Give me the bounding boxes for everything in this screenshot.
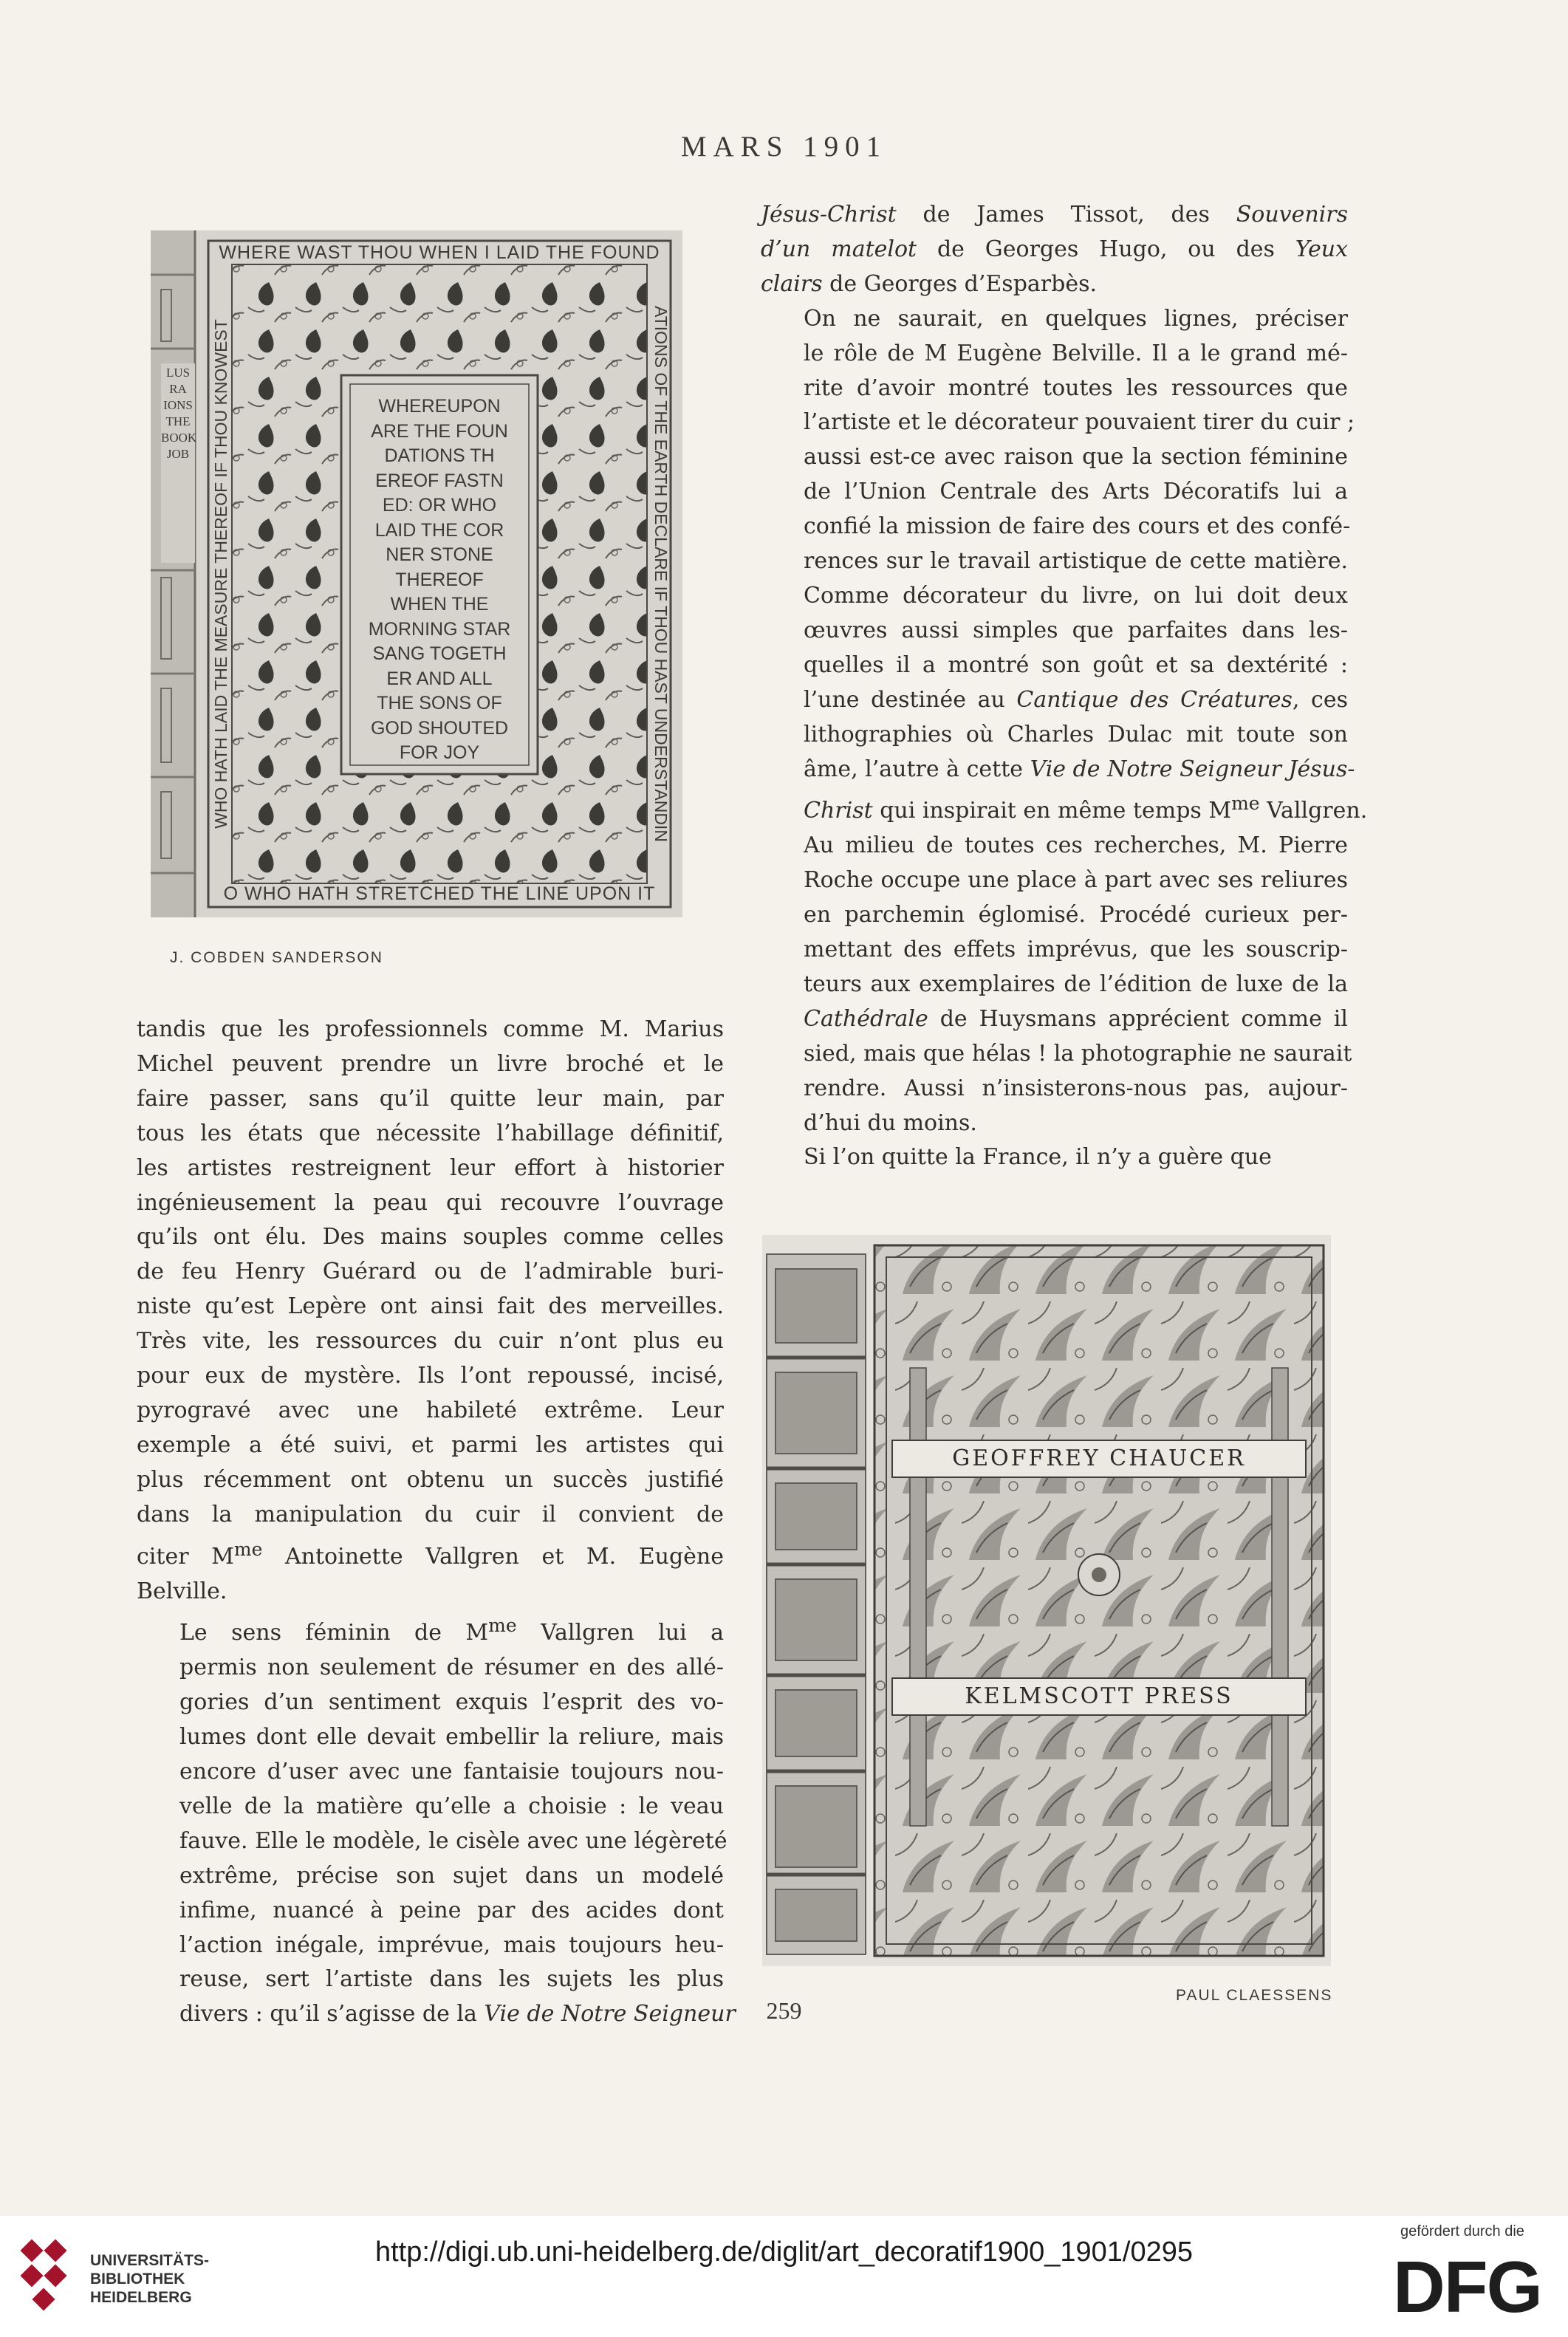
panel-line: THE SONS OF xyxy=(377,693,502,714)
figure-cobden-binding xyxy=(151,230,682,917)
panel-line: SANG TOGETH xyxy=(372,643,507,664)
text-line: On ne saurait, en quelques lignes, préciser xyxy=(804,305,1348,332)
paragraph xyxy=(137,1013,724,1609)
text-line: ingénieusement la peau qui recouvre l’ouvrage xyxy=(137,1189,724,1216)
text-line: qu’ils ont élu. Des mains souples comme celles xyxy=(137,1224,724,1250)
library-line: BIBLIOTHEK xyxy=(90,2271,185,2288)
text-line: divers : qu’il s’agisse de la Vie de Notre Seigneur xyxy=(179,2001,736,2028)
text-line: Michel peuvent prendre un livre broché et le xyxy=(137,1050,724,1077)
text-line: lumes dont elle devait embellir la reliure, mais xyxy=(179,1724,724,1751)
text-line: pyrogravé avec une habileté extrême. Leur xyxy=(137,1397,724,1423)
text-line: les artistes restreignent leur effort à historier xyxy=(137,1154,724,1181)
text-line: Roche occupe une place à part avec ses reliures xyxy=(804,867,1348,894)
library-line: UNIVERSITÄTS- xyxy=(90,2252,210,2269)
paragraph xyxy=(761,1140,1348,1175)
cover-title-press: KELMSCOTT PRESS xyxy=(965,1683,1233,1709)
text-line: confié la mission de faire des cours et des confé- xyxy=(804,513,1351,540)
text-line: de l’Union Centrale des Arts Décoratifs lui a xyxy=(804,479,1348,505)
text-line: sied, mais que hélas ! la photographie ne saurait xyxy=(804,1040,1352,1067)
spine-line: IONS xyxy=(163,398,193,412)
panel-line: GOD SHOUTED xyxy=(370,717,509,739)
cover-title-author: GEOFFREY CHAUCER xyxy=(952,1445,1246,1471)
text-line: fauve. Elle le modèle, le cisèle avec une légèreté xyxy=(179,1827,727,1854)
text-line: infime, nuancé à peine par des acides dont xyxy=(179,1897,724,1923)
text-line: velle de la matière qu’elle a choisie : le veau xyxy=(179,1793,724,1819)
text-line: l’artiste et le décorateur pouvaient tirer du cuir ; xyxy=(804,409,1355,436)
figure-claessens-binding xyxy=(762,1235,1331,1966)
right-column-text xyxy=(761,198,1368,1175)
text-line: Très vite, les ressources du cuir n’ont plus eu xyxy=(137,1328,724,1355)
panel-line: ER AND ALL xyxy=(386,668,493,689)
spine-label xyxy=(161,365,195,462)
panel-line: THEREOF xyxy=(395,569,484,590)
panel-line: WHEREUPON xyxy=(378,396,501,417)
border-inscription-right: ATIONS OF THE EARTH DECLARE IF THOU HAST UNDERSTANDIN xyxy=(651,306,671,842)
permalink-url[interactable]: http://digi.ub.uni-heidelberg.de/diglit/art_decoratif1900_1901/0295 xyxy=(374,2237,1194,2268)
text-line: Belville. xyxy=(137,1578,227,1604)
text-line: Christ qui inspirait en même temps $M^{me}$ Vallgren. xyxy=(804,793,1368,824)
text-line: en parchemin églomisé. Procédé curieux per- xyxy=(804,902,1348,928)
text-line: gories d’un sentiment exquis l’esprit des vo- xyxy=(179,1689,724,1716)
text-line: niste qu’est Lepère ont ainsi fait des merveilles. xyxy=(137,1293,724,1320)
text-line: pour eux de mystère. Ils l’ont repoussé, incisé, xyxy=(137,1363,724,1389)
text-line: exemple a été suivi, et parmi les artistes qui xyxy=(137,1431,724,1458)
panel-line: MORNING STAR xyxy=(368,618,511,640)
text-line: tous les états que nécessite l’habillage définitif, xyxy=(137,1120,724,1146)
text-line: aussi est-ce avec raison que la section féminine xyxy=(804,444,1348,471)
panel-line: DATIONS TH xyxy=(384,445,495,466)
text-line: mettant des effets imprévus, que les souscrip- xyxy=(804,937,1348,963)
paragraph xyxy=(137,1609,736,2032)
text-line: rences sur le travail artistique de cette matière. xyxy=(804,548,1348,575)
text-line: âme, l’autre à cette Vie de Notre Seigneur Jésus- xyxy=(804,756,1355,782)
funding-label: gefördert durch die xyxy=(1400,2223,1524,2240)
border-inscription-left: WHO HATH LAID THE MEASURE THEREOF IF THOU KNOWEST xyxy=(211,319,230,829)
left-column-text xyxy=(137,1013,736,2032)
text-line: quelles il a montré son goût et sa dextérité : xyxy=(804,651,1348,678)
panel-line: ARE THE FOUN xyxy=(371,420,508,442)
text-line: faire passer, sans qu’il quitte leur main, par xyxy=(137,1085,724,1112)
text-line: œuvres aussi simples que parfaites dans les- xyxy=(804,617,1348,643)
library-line: HEIDELBERG xyxy=(90,2289,192,2306)
text-line: Au milieu de toutes ces recherches, M. Pierre xyxy=(804,832,1348,859)
text-line: encore d’user avec une fantaisie toujours nou- xyxy=(179,1759,724,1785)
text-line: Le sens féminin de $M^{me}$ Vallgren lui a xyxy=(179,1615,724,1646)
paragraph xyxy=(761,829,1352,1140)
figure1-caption: J. COBDEN SANDERSON xyxy=(170,949,383,966)
claessens-binding-image xyxy=(762,1235,1331,1966)
text-line: rendre. Aussi n’insisterons-nous pas, aujour- xyxy=(804,1075,1348,1101)
text-line: reuse, sert l’artiste dans les sujets les plus xyxy=(179,1966,724,1993)
text-line: l’une destinée au Cantique des Créatures, ces xyxy=(804,686,1348,713)
text-line: d’hui du moins. xyxy=(804,1109,977,1136)
text-line: Jésus-Christ de James Tissot, des Souvenirs xyxy=(761,202,1348,227)
text-line: tandis que les professionnels comme M. Marius xyxy=(137,1016,724,1042)
page-number: 259 xyxy=(766,1997,802,2024)
text-line: Si l’on quitte la France, il n’y a guère que xyxy=(804,1144,1272,1171)
spine-line: JOB xyxy=(166,447,190,461)
figure2-caption: PAUL CLAESSENS xyxy=(1176,1987,1333,2004)
text-line: le rôle de M Eugène Belville. Il a le grand mé- xyxy=(804,340,1348,366)
paragraph xyxy=(761,198,1348,302)
text-line: permis non seulement de résumer en des allé- xyxy=(179,1655,724,1681)
running-title: MARS 1901 xyxy=(680,131,888,162)
text-line: Comme décorateur du livre, on lui doit deux xyxy=(804,582,1348,609)
spine-line: RA xyxy=(169,382,187,396)
text-line: citer $M^{me}$ Antoinette Vallgren et M. Eugène xyxy=(137,1538,724,1570)
panel-line: ED: OR WHO xyxy=(382,495,497,516)
spine-line: THE xyxy=(165,414,191,428)
panel-line: LAID THE COR xyxy=(374,519,504,541)
text-line: clairs de Georges d’Esparbès. xyxy=(761,270,1098,297)
spine-line: BOOK xyxy=(161,431,197,445)
panel-line: EREOF FASTN xyxy=(375,470,504,491)
panel-line: WHEN THE xyxy=(390,594,489,615)
text-line: extrême, précise son sujet dans un modelé xyxy=(179,1862,724,1889)
digitization-footer xyxy=(0,2216,1568,2337)
panel-line: NER STONE xyxy=(386,544,493,565)
text-line: de feu Henry Guérard ou de l’admirable buri- xyxy=(137,1259,724,1285)
text-line: d’un matelot de Georges Hugo, ou des Yeux xyxy=(761,236,1348,262)
text-line: plus récemment ont obtenu un succès justifié xyxy=(137,1466,724,1493)
paragraph xyxy=(761,302,1368,829)
border-inscription-bottom: O WHO HATH STRETCHED THE LINE UPON IT xyxy=(223,883,656,904)
text-line: dans la manipulation du cuir il convient de xyxy=(137,1501,724,1527)
text-line: l’action inégale, imprévue, mais toujours heu- xyxy=(179,1931,724,1958)
panel-line: FOR JOY xyxy=(399,742,480,763)
panel-inscription xyxy=(353,394,526,766)
text-line: lithographies où Charles Dulac mit toute son xyxy=(804,721,1348,747)
text-line: teurs aux exemplaires de l’édition de luxe de la xyxy=(804,971,1348,997)
border-inscription-top: WHERE WAST THOU WHEN I LAID THE FOUND xyxy=(219,242,660,263)
text-line: rite d’avoir montré toutes les ressources que xyxy=(804,374,1348,401)
dfg-logo: DFG xyxy=(1393,2246,1541,2327)
text-line: Cathédrale de Huysmans apprécient comme il xyxy=(804,1005,1348,1032)
spine-line: LUS xyxy=(165,366,191,380)
